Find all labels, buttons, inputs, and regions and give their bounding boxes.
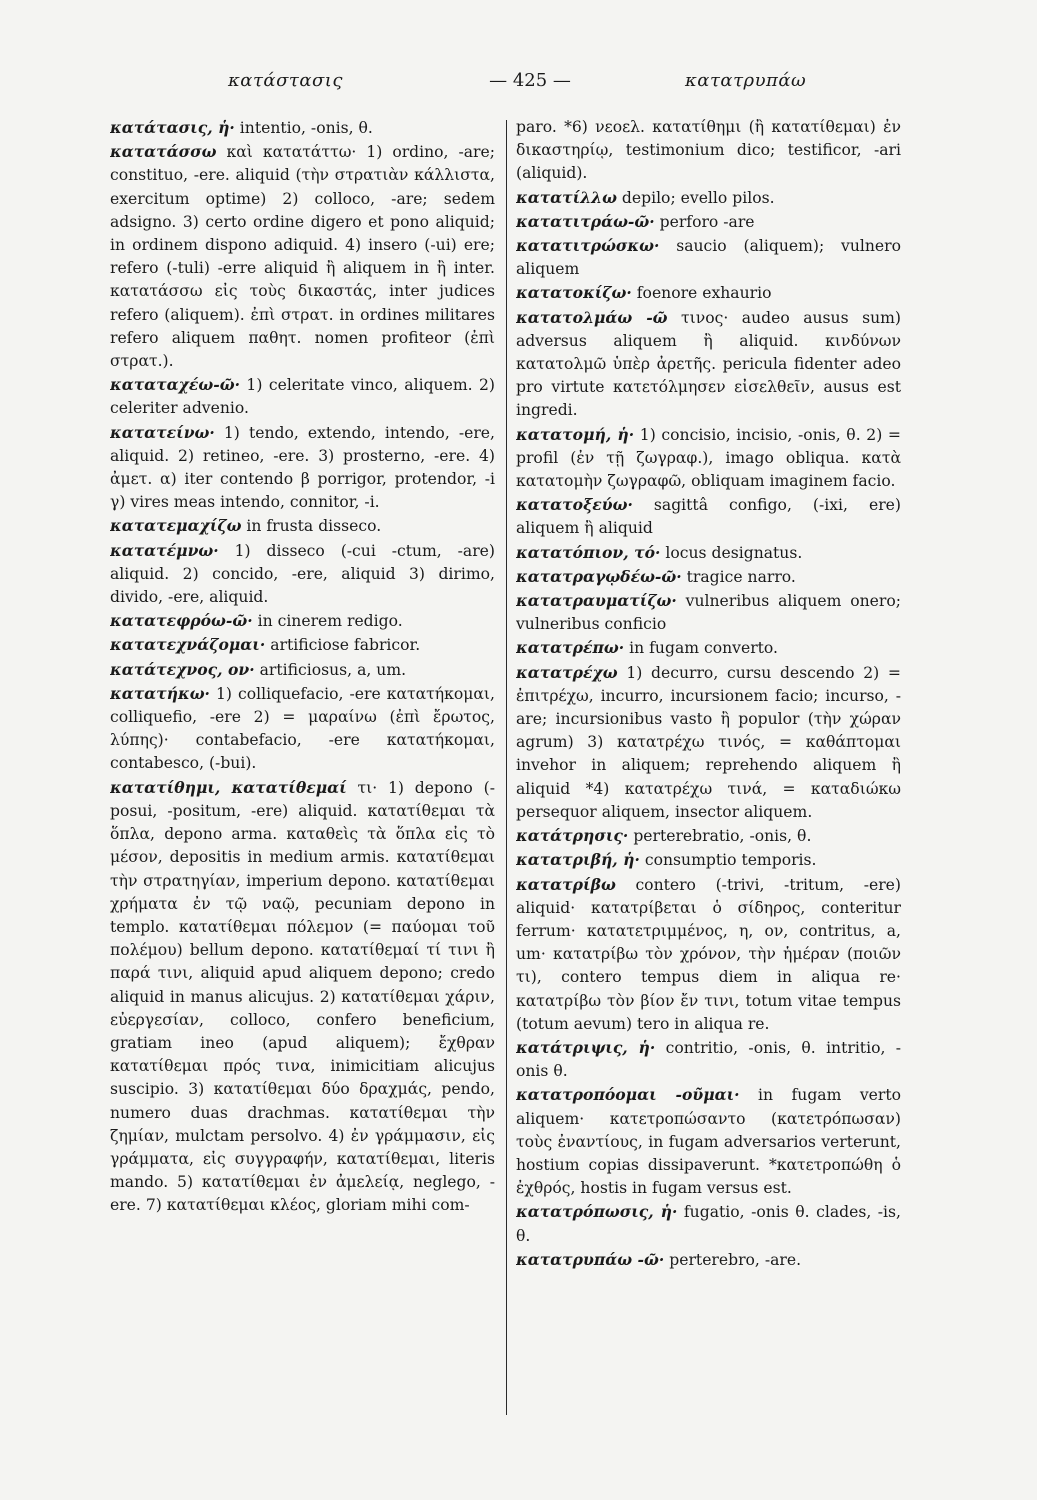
entry-headword: κατατρόπωσις, ἡ· [516,1202,678,1222]
entry-definition: vulneribus aliquem onero; vulneribus conficio [516,592,901,634]
entry-headword: κατατίλλω [516,187,617,207]
dictionary-entry [516,306,901,423]
entry-headword: κατατοκίζω· [516,283,632,303]
entry-definition: consumptio temporis. [639,851,817,870]
entry-definition: tragice narro. [681,567,796,586]
entry-headword: κατατεφρόω-ῶ· [110,611,253,631]
dictionary-entry [516,1083,901,1200]
entry-definition: καὶ κατατάττω· 1) ordino, -are; constituo, -ere. aliquid (τὴν στρατιὰν κάλλιστα, exercitum optime) 2) colloco, -are; sedem adsigno. 3) certo ordine digero et pono aliquid; in ordinem dispono adiquid. 4) insero (-ui) ere; refero (-tuli) -erre aliquid ἢ aliquem in ἢ inter. κατατάσσω εἰς τοὺς δικαστάς, inter judices refero (aliquem). ἐπὶ στρατ. in ordines militares refero aliquem παθητ. nomen profiteor (ἐπὶ στρατ.). [110,143,495,371]
header-left-headword: κατάστασις [228,70,343,91]
dictionary-entry [110,140,495,373]
dictionary-entry [516,1200,901,1247]
dictionary-entry [516,281,901,305]
entry-headword: κατατέμνω· [110,540,219,560]
entry-definition: fugatio, -onis θ. clades, -is, θ. [516,1203,901,1245]
entry-headword: κατάτεχνος, ον· [110,659,255,679]
left-column [110,116,495,1426]
dictionary-entry [110,633,495,657]
entry-headword: κατάτρησις· [516,826,629,846]
entry-definition: 1) concisio, incisio, -onis, θ. 2) = profil (ἐν τῇ ζωγραφ.), imago obliqua. κατὰ κατατομὴν ζωγραφῶ, obliquam imaginem facio. [516,425,901,491]
entry-headword: κατατιτρώσκω· [516,236,660,256]
dictionary-entry [516,541,901,565]
dictionary-entry [110,373,495,420]
entry-definition: depilo; evello pilos. [616,188,775,207]
dictionary-entry [110,609,495,633]
dictionary-entry [110,421,495,515]
entry-definition: perterebratio, -onis, θ. [628,827,812,846]
dictionary-entry [516,824,901,848]
entry-headword: κατατρυπάω -ῶ· [516,1249,665,1269]
entry-headword: κατατεχνάζομαι· [110,635,266,655]
right-column [516,116,901,1426]
entry-headword: κατατάσσω [110,142,217,162]
dictionary-entry [110,682,495,776]
entry-definition: perterebro, -are. [664,1250,802,1269]
page-number: — 425 — [489,70,571,91]
entry-headword: κατατίθημι, κατατίθεμαί [110,777,347,797]
entry-definition: τινος· audeo ausus sum) adversus aliquem ἢ aliquid. κινδύνων κατατολμῶ ὑπὲρ ἀρετῆς. pericula fidenter adeo pro virtute κατετόλμησεν εἰσελθεῖν, ausus est ingredi. [516,308,901,420]
entry-definition: in fugam converto. [624,639,778,658]
entry-headword: κατατήκω· [110,683,210,703]
dictionary-entry [516,116,901,186]
entry-headword: κατατεμαχίζω [110,516,242,536]
dictionary-entry [110,514,495,538]
entry-definition: artificiose fabricor. [265,636,421,655]
entry-headword: κατατιτράω-ῶ· [516,211,655,231]
header-right-headword: κατατρυπάω [685,70,807,91]
entry-definition: saucio (aliquem); vulnero aliquem [516,237,901,279]
entry-headword: κατάτασις, ἡ· [110,118,235,137]
dictionary-entry [516,210,901,234]
entry-definition: in fugam verto aliquem· κατετροπώσαντο (κατετρόπωσαν) τοὺς ἐναντίους, in fugam adversarios verterunt, hostium copias dissipaverunt. *κατετροπώθη ὁ ἐχθρός, hostis in fugam versus est. [516,1086,901,1198]
entry-definition: artificiosus, a, um. [254,660,407,679]
entry-definition: contritio, -onis, θ. intritio, -onis θ. [516,1038,901,1081]
entry-headword: κατατολμάω -ῶ [516,307,668,327]
entry-definition: in cinerem redigo. [252,612,403,631]
entry-headword: κατάτριψις, ἡ· [516,1037,656,1057]
entry-headword: κατατραυματίζω· [516,591,677,611]
dictionary-entry [516,848,901,872]
entry-definition: 1) disseco (-cui -ctum, -are) aliquid. 2) concido, -ere, aliquid 3) dirimo, divido, -ere, aliquid. [110,541,495,607]
entry-definition: paro. *6) νεοελ. κατατίθημι (ἢ κατατίθεμαι) ἐν δικαστηρίῳ, testimonium dico; testificor, -ari (aliquid). [516,118,901,183]
entry-headword: κατατρέπω· [516,638,625,658]
dictionary-entry [110,116,495,140]
dictionary-entry [516,636,901,660]
dictionary-entry [516,423,901,494]
entry-headword: κατατομή, ἡ· [516,424,635,444]
entry-headword: κατατραγῳδέω-ῶ· [516,566,682,586]
entry-headword: κατατείνω· [110,422,215,442]
dictionary-entry [516,873,901,1036]
dictionary-entry [110,658,495,682]
dictionary-entry [516,493,901,540]
entry-headword: κατατοξεύω· [516,495,633,515]
dictionary-entry [516,589,901,636]
entry-definition: in frusta disseco. [241,517,382,536]
dictionary-entry [516,1036,901,1083]
entry-headword: κατατρίβω [516,874,616,894]
dictionary-entry [516,661,901,824]
entry-headword: κατατροπόομαι -οῦμαι· [516,1085,740,1105]
dictionary-entry [516,186,901,210]
dictionary-entry [516,565,901,589]
column-divider [506,120,507,1415]
running-header [110,62,930,94]
entry-headword: κατατόπιον, τό· [516,542,661,562]
entry-definition: sagittâ configo, (-ixi, ere) aliquem ἢ aliquid [516,496,901,538]
entry-definition: contero (-trivi, -tritum, -ere) aliquid· κατατρίβεται ὁ σίδηρος, conteritur ferrum· κατατετριμμένος, η, ον, contritus, a, um· κατατρίβω τὸν χρόνον, τὴν ἡμέραν (ποιῶν τι), contero tempus diem in aliqua re· κατατρίβω τὸν βίον ἔν τινι, totum vitae tempus (totum aevum) tero in aliqua re. [516,875,901,1033]
dictionary-entry [516,234,901,281]
dictionary-entry [110,539,495,610]
entry-headword: καταταχέω-ῶ· [110,375,241,395]
entry-definition: perforo -are [654,212,755,231]
entry-definition: 1) celeritate vinco, aliquem. 2) celeriter advenio. [110,376,495,418]
dictionary-entry [516,1248,901,1272]
entry-definition: 1) colliquefacio, -ere κατατήκομαι, colliquefio, -ere 2) = μαραίνω (ἐπὶ ἔρωτος, λύπης)· contabefacio, -ere κατατήκομαι, contabesco, (-bui). [110,684,495,773]
entry-definition: 1) decurro, cursu descendo 2) = ἐπιτρέχω, incurro, incursionem facio; incurso, -are; incursionibus vasto ἢ populor (τὴν χώραν agrum) 3) κατατρέχω τινός, = καθάπτομαι invehor in aliquem; reprehendo aliquem ἢ aliquid *4) κατατρέχω τινά, = καταδιώκω persequor aliquem, insector aliquem. [516,663,901,821]
entry-definition: locus designatus. [660,543,803,562]
entry-definition: intentio, -onis, θ. [234,119,373,137]
entry-definition: 1) tendo, extendo, intendo, -ere, aliquid. 2) retineo, -ere. 3) prosterno, -ere. 4) ἀμετ. α) iter contendo β porrigor, protendor, -i γ) vires meas intendo, connitor, -i. [110,423,495,512]
dictionary-entry [110,776,495,1218]
entry-definition: foenore exhaurio [631,284,772,303]
entry-headword: κατατρέχω [516,662,618,682]
entry-headword: κατατριβή, ἡ· [516,850,640,870]
entry-definition: τι· 1) depono (-posui, -positum, -ere) aliquid. κατατίθεμαι τὰ ὅπλα, depono arma. καταθεὶς τὰ ὅπλα εἰς τὸ μέσον, depositis in medium armis. κατατίθεμαι τὴν στρατηγίαν, imperium depono. κατατίθεμαι χρήματα ἐν τῷ ναῷ, pecuniam depono in templo. κατατίθεμαι πόλεμον (= παύομαι τοῦ πολέμου) bellum depono. κατατίθεμαί τί τινι ἢ παρά τινι, aliquid apud aliquem depono; credo aliquid in manus alicujus. 2) κατατίθεμαι χάριν, εὐεργεσίαν, colloco, confero beneficium, gratiam ineo (apud aliquem); ἔχθραν κατατίθεμαι πρός τινα, inimicitiam alicujus suscipio. 3) κατατίθεμαι δύο δραχμάς, pendo, numero duas drachmas. κατατίθεμαι τὴν ζημίαν, mulctam persolvo. 4) ἐν γράμμασιν, εἰς γράμματα, εἰς συγγραφήν, κατατίθεμαι, literis mando. 5) κατατίθεμαι ἐν ἀμελείᾳ, neglego, -ere. 7) κατατίθεμαι κλέος, gloriam mihi com- [110,778,495,1215]
